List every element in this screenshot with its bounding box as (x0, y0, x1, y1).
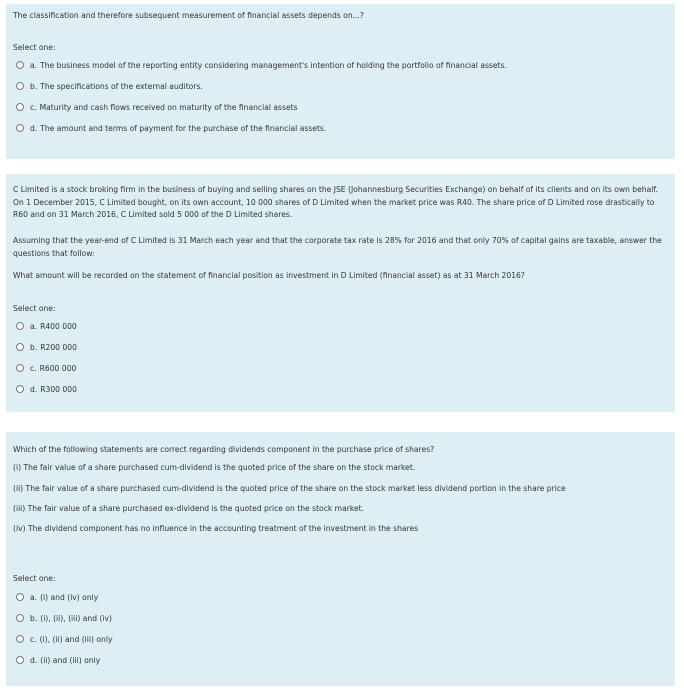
radio-button[interactable] (16, 124, 24, 132)
radio-button[interactable] (16, 656, 24, 664)
option-label: R300 000 (40, 384, 77, 394)
option-label: (ii) and (iii) only (40, 655, 101, 665)
question-1-text: The classification and therefore subsequent measurement of financial assets depends on...? (13, 11, 364, 20)
scenario-paragraph: C Limited is a stock broking firm in the business of buying and selling shares on the JSE (Johannesburg Securities Exchange) on behalf of its clients and on its own behalf. On 1 December 2015, C Limited bought, on its own account, 10 000 shares of D Limited when the market price was R40. The share price of D Limited rose drastically to R60 and on 31 March 2016, C Limited sold 5 000 of the D Limited shares. (13, 185, 658, 220)
radio-button[interactable] (16, 364, 24, 372)
option-label: The amount and terms of payment for the purchase of the financial assets. (40, 123, 327, 133)
option-label: R600 000 (39, 363, 77, 373)
option-label: R400 000 (40, 321, 77, 331)
statement-ii: (ii) The fair value of a share purchased cum-dividend is the quoted price of the share on the stock market less dividend portion in the share price (13, 484, 566, 493)
radio-button[interactable] (16, 103, 24, 111)
radio-button[interactable] (16, 614, 24, 622)
question-2-panel (6, 174, 675, 412)
radio-button[interactable] (16, 385, 24, 393)
assumption-paragraph: Assuming that the year-end of C Limited is 31 March each year and that the corporate tax rate is 28% for 2016 and that only 70% of capital gains are taxable, answer the questions that follow: (13, 236, 662, 258)
option-a[interactable]: a. (i) and (iv) only (16, 591, 98, 603)
option-b[interactable]: b. R200 000 (16, 341, 77, 353)
option-d[interactable]: d. R300 000 (16, 383, 77, 395)
option-label: (i) and (iv) only (40, 592, 99, 602)
radio-button[interactable] (16, 82, 24, 90)
question-3-panel (6, 432, 675, 686)
option-label: (i), (ii), (iii) and (iv) (40, 613, 112, 623)
option-c[interactable]: c. R600 000 (16, 362, 76, 374)
question-2-text: What amount will be recorded on the statement of financial position as investment in D Limited (financial asset) as at 31 March 2016? (13, 271, 525, 280)
statement-i: (i) The fair value of a share purchased cum-dividend is the quoted price of the share on the stock market. (13, 463, 416, 472)
option-b[interactable]: b. The specifications of the external auditors. (16, 80, 203, 92)
option-label: (i), (ii) and (iii) only (39, 634, 113, 644)
radio-button[interactable] (16, 322, 24, 330)
option-a[interactable]: a. The business model of the reporting entity considering management's intention of holding the portfolio of financial assets. (16, 59, 507, 71)
option-label: R200 000 (40, 342, 77, 352)
option-b[interactable]: b. (i), (ii), (iii) and (iv) (16, 612, 112, 624)
radio-button[interactable] (16, 61, 24, 69)
radio-button[interactable] (16, 635, 24, 643)
option-label: Maturity and cash flows received on maturity of the financial assets (39, 102, 298, 112)
statement-iii: (iii) The fair value of a share purchased ex-dividend is the quoted price on the stock market. (13, 504, 365, 513)
select-one-label: Select one: (13, 304, 56, 313)
option-c[interactable]: c. (i), (ii) and (iii) only (16, 633, 112, 645)
radio-button[interactable] (16, 593, 24, 601)
question-3-text: Which of the following statements are correct regarding dividends component in the purchase price of shares? (13, 445, 435, 454)
option-a[interactable]: a. R400 000 (16, 320, 77, 332)
question-1-panel (6, 4, 675, 159)
select-one-label: Select one: (13, 43, 56, 52)
radio-button[interactable] (16, 343, 24, 351)
select-one-label: Select one: (13, 574, 56, 583)
option-label: The business model of the reporting entity considering management's intention of holding the portfolio of financial assets. (40, 60, 507, 70)
option-label: The specifications of the external auditors. (40, 81, 203, 91)
option-c[interactable]: c. Maturity and cash flows received on maturity of the financial assets (16, 101, 298, 113)
statement-iv: (iv) The dividend component has no influence in the accounting treatment of the investment in the shares (13, 524, 419, 533)
option-d[interactable]: d. (ii) and (iii) only (16, 654, 100, 666)
option-d[interactable]: d. The amount and terms of payment for the purchase of the financial assets. (16, 122, 326, 134)
